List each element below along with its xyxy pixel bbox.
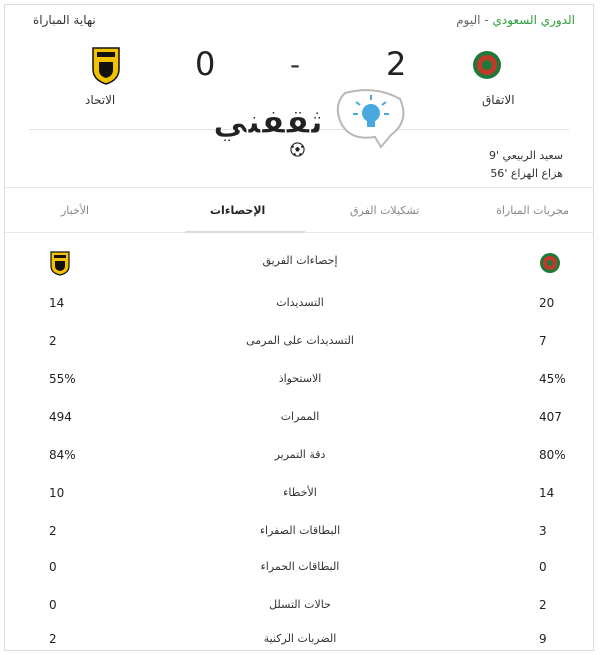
stat-home-value: 3 xyxy=(539,524,547,538)
stat-away-value: 2 xyxy=(49,524,57,538)
stat-home-value: 9 xyxy=(539,632,547,646)
stat-away-value: 14 xyxy=(49,296,65,310)
stat-away-value: 84% xyxy=(49,448,76,462)
tab-news[interactable]: الأخبار xyxy=(61,204,90,217)
stat-home-value: 0 xyxy=(539,560,547,574)
home-team-name[interactable]: الاتفاق xyxy=(482,93,515,107)
stats-header-row xyxy=(5,254,593,274)
stat-away-value: 2 xyxy=(49,632,57,646)
tab-lineups[interactable]: تشكيلات الفرق xyxy=(350,204,420,217)
away-team-mini-logo[interactable] xyxy=(49,250,89,276)
stat-label: الممرات xyxy=(280,410,320,423)
stat-row xyxy=(5,560,593,580)
league-line[interactable] xyxy=(456,13,575,27)
stat-home-value: 2 xyxy=(539,598,547,612)
match-card xyxy=(4,4,594,651)
stat-label: حالات التسلل xyxy=(269,598,331,611)
stat-label: البطاقات الحمراء xyxy=(260,560,340,573)
stat-label: البطاقات الصفراء xyxy=(259,524,341,537)
stat-home-value: 14 xyxy=(539,486,555,500)
away-score: 0 xyxy=(195,45,216,83)
ittihad-logo-icon[interactable] xyxy=(49,250,71,276)
stat-away-value: 0 xyxy=(49,560,57,574)
stat-row xyxy=(5,486,593,506)
stat-label: الأخطاء xyxy=(283,486,317,499)
stat-label: الضربات الركنية xyxy=(263,632,337,645)
stat-away-value: 10 xyxy=(49,486,65,500)
active-tab-indicator xyxy=(185,231,305,233)
stat-label: التسديدات على المرمى xyxy=(246,334,354,347)
ettifaq-logo-icon[interactable] xyxy=(539,250,561,276)
stat-row xyxy=(5,524,593,544)
league-separator: - xyxy=(484,13,489,27)
stats-header-label: إحصاءات الفريق xyxy=(262,254,338,267)
stat-label: التسديدات xyxy=(276,296,324,309)
stat-row xyxy=(5,598,593,618)
match-status: نهاية المباراة xyxy=(33,13,96,27)
home-score: 2 xyxy=(386,45,407,83)
stat-home-value: 20 xyxy=(539,296,555,310)
stat-row xyxy=(5,334,593,354)
soccer-ball-icon xyxy=(290,142,305,157)
stat-label: دقة التمرير xyxy=(274,448,326,461)
away-team-name[interactable]: الاتحاد xyxy=(85,93,116,107)
stat-home-value: 45% xyxy=(539,372,566,386)
stat-row xyxy=(5,410,593,430)
stat-label: الاستحواذ xyxy=(278,372,322,385)
stat-row xyxy=(5,448,593,468)
watermark-text: ثقفني xyxy=(213,102,323,142)
match-day: اليوم xyxy=(456,13,481,27)
scorer-entry: سعيد الربيعي '9 xyxy=(489,149,563,162)
stat-home-value: 7 xyxy=(539,334,547,348)
league-name[interactable]: الدوري السعودي xyxy=(492,13,575,27)
stat-home-value: 407 xyxy=(539,410,562,424)
stat-home-value: 80% xyxy=(539,448,566,462)
watermark-logo xyxy=(205,85,410,150)
stat-away-value: 2 xyxy=(49,334,57,348)
stat-away-value: 0 xyxy=(49,598,57,612)
tab-stats[interactable]: الإحصاءات xyxy=(210,204,266,217)
scorer-entry: هزاع الهزاع '56 xyxy=(490,167,563,180)
score-separator: - xyxy=(290,48,301,81)
stat-row xyxy=(5,632,593,651)
ittihad-logo-icon[interactable] xyxy=(91,45,121,85)
home-team-mini-logo[interactable] xyxy=(539,250,569,276)
tab-bar xyxy=(5,187,593,233)
tab-events[interactable]: مجريات المباراة xyxy=(496,204,569,217)
stat-away-value: 494 xyxy=(49,410,72,424)
stat-row xyxy=(5,296,593,316)
stat-away-value: 55% xyxy=(49,372,76,386)
ettifaq-logo-icon[interactable] xyxy=(472,45,502,85)
stat-row xyxy=(5,372,593,392)
